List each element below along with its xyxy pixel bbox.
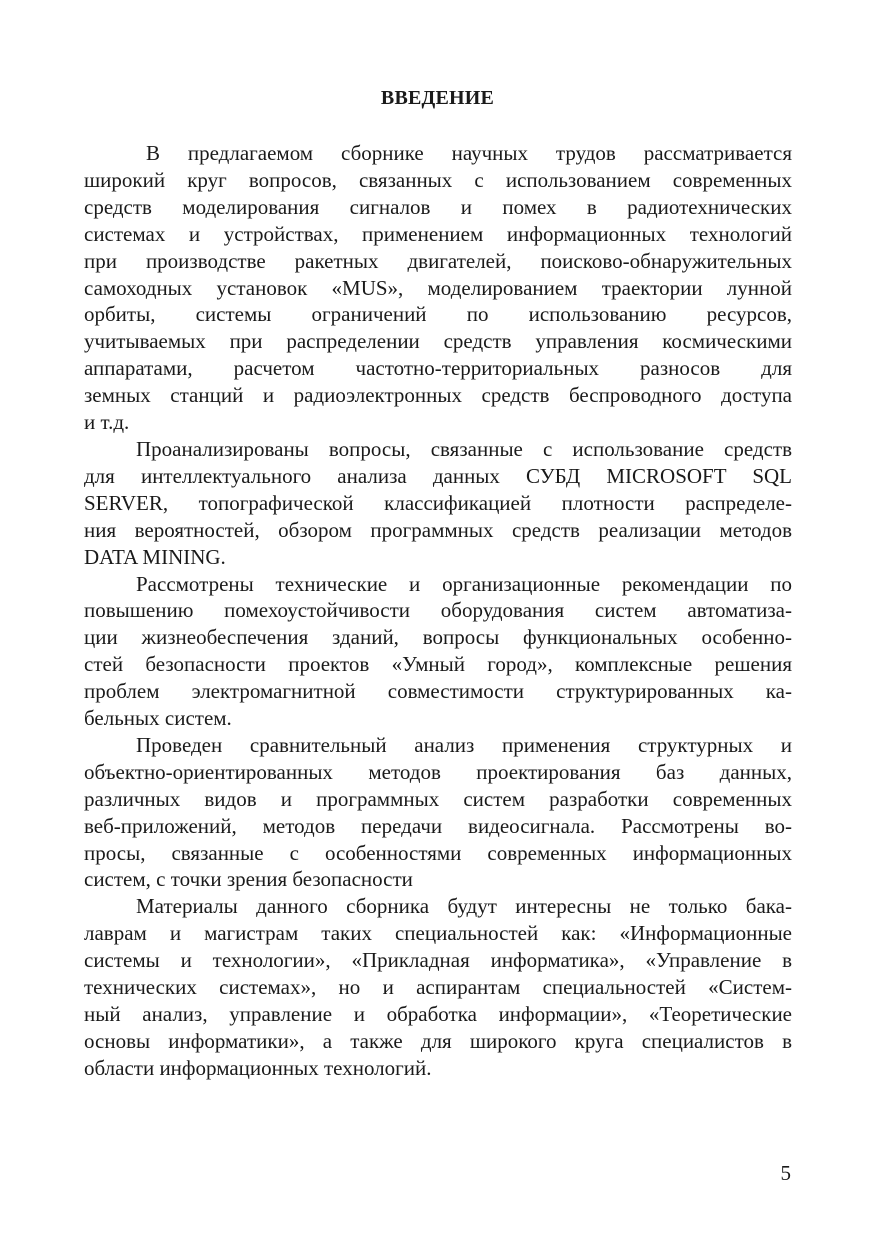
- text-line: бельных систем.: [84, 706, 232, 731]
- text-line: проблем электромагнитной совместимости структурированных ка-: [84, 679, 792, 704]
- text-line: Проведен сравнительный анализ применения структурных и: [136, 732, 792, 757]
- paragraph-4: [84, 732, 792, 893]
- text-line: учитываемых при распределении средств управления космическими: [84, 329, 792, 354]
- text-line: основы информатики», а также для широкого круга специалистов в: [84, 1028, 792, 1053]
- text-line: самоходных установок «MUS», моделированием траектории лунной: [84, 275, 792, 300]
- text-line: системах и устройствах, применением информационных технологий: [84, 221, 792, 246]
- text-line: SERVER, топографической классификацией плотности распределе-: [84, 490, 792, 515]
- text-line: широкий круг вопросов, связанных с использованием современных: [84, 167, 792, 192]
- text-line: системы и технологии», «Прикладная информатика», «Управление в: [84, 948, 792, 973]
- text-line: Рассмотрены технические и организационные рекомендации по: [136, 571, 792, 596]
- paragraph-3: [84, 571, 792, 732]
- paragraph-5: [84, 893, 792, 1081]
- text-line: Материалы данного сборника будут интересны не только бака-: [136, 894, 792, 919]
- text-line: лаврам и магистрам таких специальностей как: «Информационные: [84, 921, 792, 946]
- paragraph-1: [84, 140, 792, 436]
- text-line: аппаратами, расчетом частотно-территориальных разносов для: [84, 356, 792, 381]
- text-line: веб-приложений, методов передачи видеосигнала. Рассмотрены во-: [84, 813, 792, 838]
- text-line: стей безопасности проектов «Умный город», комплексные решения: [84, 652, 792, 677]
- page-title: ВВЕДЕНИЕ: [380, 87, 495, 109]
- text-line: ный анализ, управление и обработка информации», «Теоретические: [84, 1002, 792, 1026]
- text-line: систем, с точки зрения безопасности: [84, 867, 413, 892]
- text-line: В предлагаемом сборнике научных трудов рассматривается: [146, 141, 792, 165]
- text-line: DATA MINING.: [84, 544, 226, 569]
- text-line: Проанализированы вопросы, связанные с использование средств: [136, 436, 792, 461]
- body-text: [84, 140, 792, 1082]
- text-line: повышению помехоустойчивости оборудования систем автоматиза-: [84, 598, 792, 623]
- text-line: технических системах», но и аспирантам специальностей «Систем-: [84, 975, 792, 1000]
- text-line: земных станций и радиоэлектронных средств беспроводного доступа: [84, 383, 792, 408]
- page-number: 5: [780, 1161, 791, 1185]
- text-line: средств моделирования сигналов и помех в радиотехнических: [84, 194, 792, 219]
- text-line: различных видов и программных систем разработки современных: [84, 786, 792, 811]
- text-line: ния вероятностей, обзором программных средств реализации методов: [84, 517, 792, 542]
- text-line: для интеллектуального анализа данных СУБД MICROSOFT SQL: [84, 463, 792, 488]
- text-line: области информационных технологий.: [84, 1055, 432, 1080]
- text-line: объектно-ориентированных методов проектирования баз данных,: [84, 759, 792, 784]
- paragraph-2: [84, 436, 792, 571]
- text-line: просы, связанные с особенностями современных информационных: [84, 840, 792, 865]
- text-line: при производстве ракетных двигателей, поисково-обнаружительных: [84, 248, 792, 273]
- text-line: и т.д.: [84, 410, 130, 435]
- text-line: ции жизнеобеспечения зданий, вопросы функциональных особенно-: [84, 625, 792, 650]
- text-line: орбиты, системы ограничений по использованию ресурсов,: [84, 302, 792, 327]
